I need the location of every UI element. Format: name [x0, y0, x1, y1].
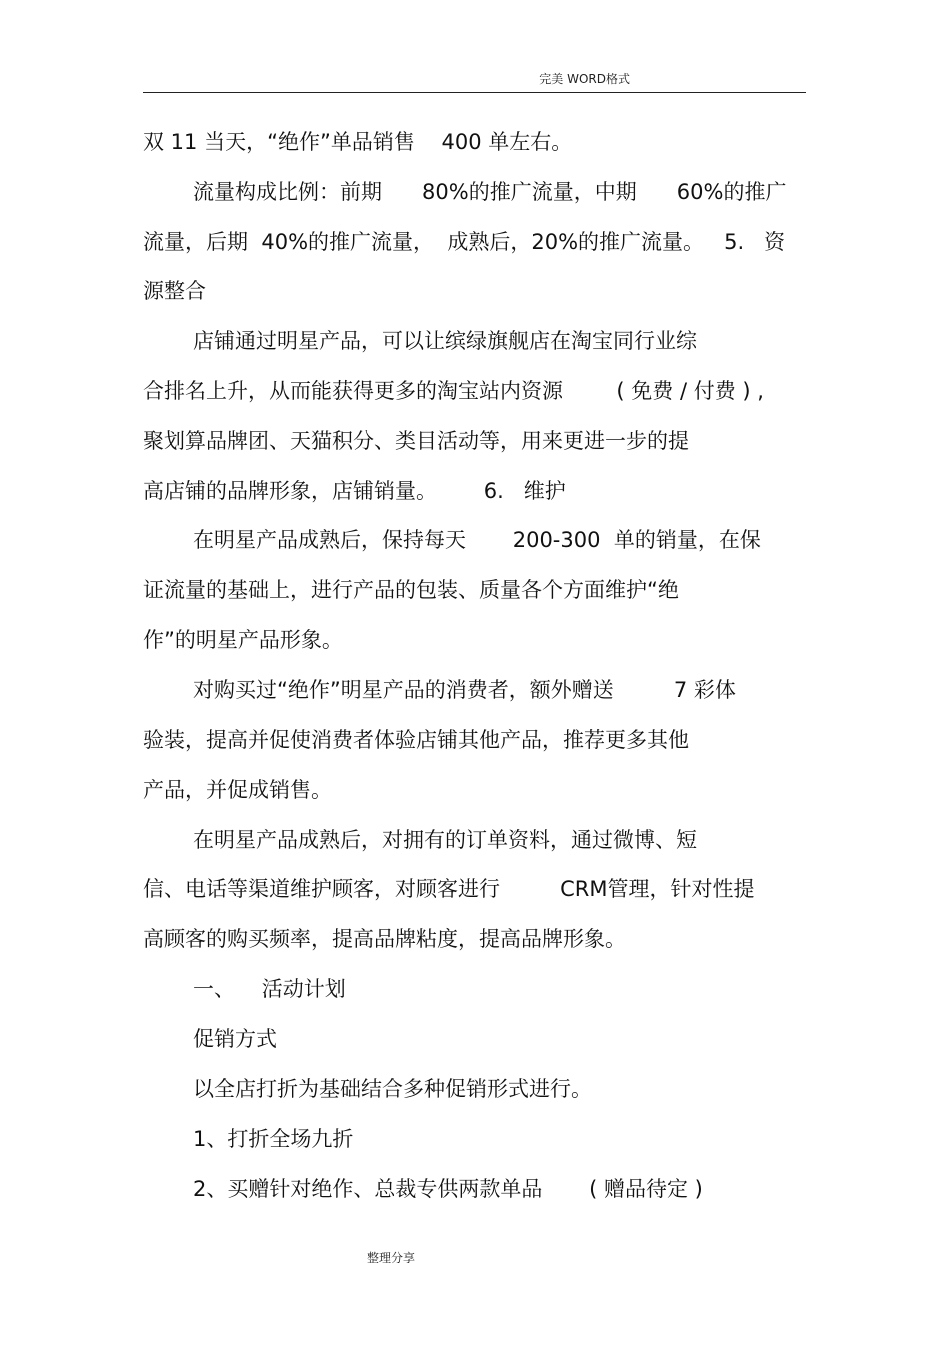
text-line: 在明星产品成熟后，对拥有的订单资料，通过微博、短 [193, 828, 697, 852]
subheading: 促销方式 [193, 1027, 277, 1051]
text-line: 产品，并促成销售。 [143, 778, 332, 802]
text-line: 证流量的基础上，进行产品的包装、质量各个方面维护“绝 [143, 578, 679, 602]
list-item: 2、买赠针对绝作、总裁专供两款单品 ( 赠品待定 ) [193, 1177, 703, 1201]
text-line: 信、电话等渠道维护顾客，对顾客进行 CRM管理，针对性提 [143, 877, 755, 901]
header-text: 完美 WORD格式 [539, 72, 630, 86]
text-line: 流量，后期 40%的推广流量， 成熟后，20%的推广流量。 5. 资 [143, 230, 786, 254]
text-line: 源整合 [143, 279, 206, 303]
list-item: 1、打折全场九折 [193, 1127, 354, 1151]
page-header [143, 66, 806, 93]
text-line: 验装，提高并促使消费者体验店铺其他产品，推荐更多其他 [143, 728, 689, 752]
text-line: 店铺通过明星产品，可以让缤绿旗舰店在淘宝同行业综 [193, 329, 697, 353]
text-line: 在明星产品成熟后，保持每天 200-300 单的销量，在保 [193, 528, 761, 552]
text-line: 对购买过“绝作”明星产品的消费者，额外赠送 7 彩体 [193, 678, 736, 702]
text-line: 以全店打折为基础结合多种促销形式进行。 [193, 1077, 592, 1101]
section-heading: 一、 活动计划 [193, 977, 346, 1001]
text-line: 流量构成比例：前期 80%的推广流量，中期 60%的推广 [193, 180, 787, 204]
text-line: 高店铺的品牌形象，店铺销量。 6. 维护 [143, 479, 566, 503]
text-line: 高顾客的购买频率，提高品牌粘度，提高品牌形象。 [143, 927, 626, 951]
text-line: 作”的明星产品形象。 [143, 628, 343, 652]
text-line: 聚划算品牌团、天猫积分、类目活动等，用来更进一步的提 [143, 429, 689, 453]
text-line: 合排名上升，从而能获得更多的淘宝站内资源 ( 免费 / 付费 ) , [143, 379, 764, 403]
page-footer: 整理分享 [367, 1251, 416, 1265]
text-line: 双 11 当天，“绝作”单品销售 400 单左右。 [143, 130, 573, 154]
